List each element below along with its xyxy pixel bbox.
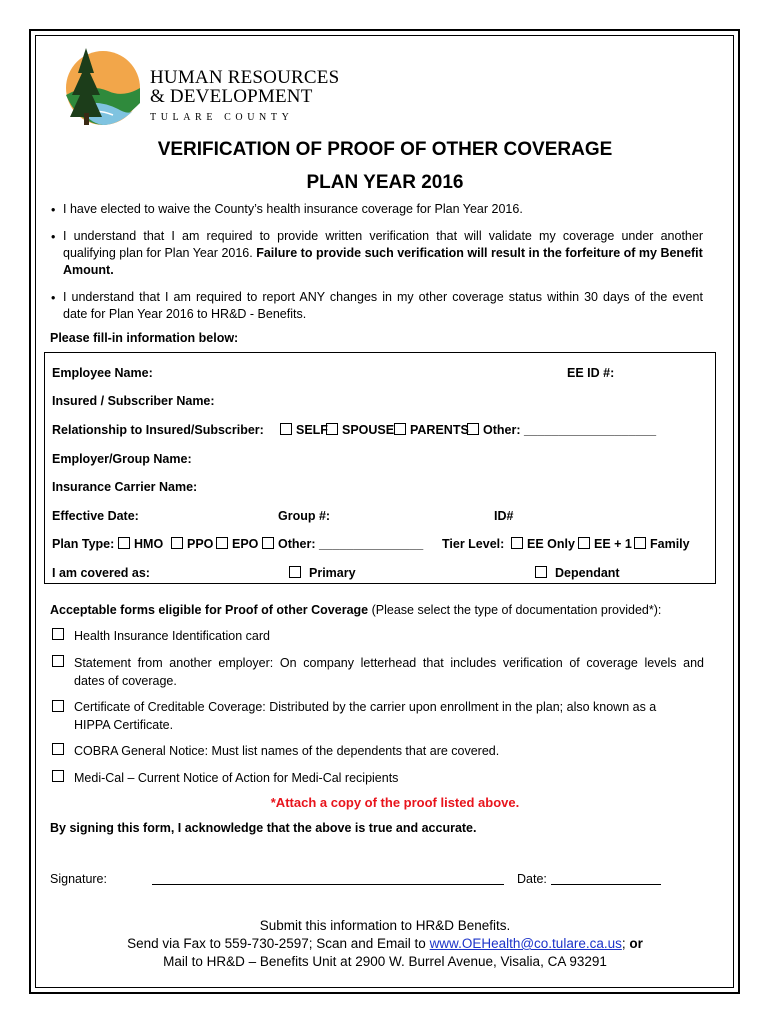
checkbox-icon (467, 423, 479, 435)
epo-label: EPO (232, 537, 259, 551)
signature-label: Signature: (50, 872, 107, 886)
checkbox-icon (634, 537, 646, 549)
signature-line[interactable] (152, 884, 504, 885)
doc-checkbox-2[interactable] (52, 655, 64, 667)
checkbox-icon (280, 423, 292, 435)
form-subtitle: PLAN YEAR 2016 (306, 172, 464, 193)
bullet-icon: • (51, 291, 56, 305)
org-name (150, 68, 339, 123)
tier-label: Tier Level: (442, 537, 505, 551)
checkbox-icon (535, 566, 547, 578)
doc-checkbox-1[interactable] (52, 628, 64, 640)
acceptable-note: (Please select the type of documentation provided*): (371, 603, 662, 617)
ee-plus-checkbox[interactable] (578, 537, 632, 551)
bullet-2-warning: Failure to provide such verification will result in the forfeiture of my Benefit (256, 246, 703, 260)
checkbox-icon (511, 537, 523, 549)
ppo-checkbox[interactable] (171, 537, 213, 551)
submit-line-1: Submit this information to HR&D Benefits. (259, 918, 511, 933)
checkbox-icon (262, 537, 274, 549)
acceptable-heading (50, 601, 661, 619)
attach-notice: *Attach a copy of the proof listed above. (270, 795, 520, 810)
submit-fax-text: Send via Fax to 559-730-2597; Scan and Email to (127, 936, 426, 951)
epo-checkbox[interactable] (216, 537, 258, 551)
bullet-2-text: qualifying plan for Plan Year 2016. (63, 246, 253, 260)
bullet-3-line-2: date for Plan Year 2016 to HR&D - Benefits. (63, 307, 307, 321)
bullet-2-line-3: Amount. (63, 263, 114, 277)
submit-line-3: Mail to HR&D – Benefits Unit at 2900 W. Burrel Avenue, Visalia, CA 93291 (163, 954, 607, 969)
family-checkbox[interactable] (634, 537, 690, 551)
bullet-2-line-2 (63, 244, 703, 262)
acceptable-heading-text: Acceptable forms eligible for Proof of other Coverage (50, 603, 369, 617)
plan-other-checkbox[interactable] (262, 537, 423, 551)
employee-name-label[interactable]: Employee Name: (52, 366, 153, 380)
bullet-1: I have elected to waive the County’s health insurance coverage for Plan Year 2016. (63, 202, 523, 216)
group-label[interactable]: Group #: (278, 509, 331, 523)
checkbox-icon (171, 537, 183, 549)
doc-checkbox-3[interactable] (52, 700, 64, 712)
covered-label: I am covered as: (52, 566, 150, 580)
date-line[interactable] (551, 884, 661, 885)
employer-label[interactable]: Employer/Group Name: (52, 452, 192, 466)
checkbox-icon (394, 423, 406, 435)
rel-spouse-checkbox[interactable] (326, 423, 394, 437)
fill-in-label: Please fill-in information below: (50, 331, 239, 345)
primary-label: Primary (309, 566, 356, 580)
rel-self-label: SELF (296, 423, 328, 437)
submit-separator: ; (621, 936, 626, 951)
checkbox-icon (216, 537, 228, 549)
doc-item-3-line-1: Certificate of Creditable Coverage: Distributed by the carrier upon enrollment in the plan; also known as a (74, 700, 657, 714)
ee-plus-label: EE + 1 (594, 537, 632, 551)
org-line-3: TULARE COUNTY (150, 112, 294, 123)
bullet-2-line-1: I understand that I am required to provide written verification that will validate my coverage under another (63, 229, 703, 243)
doc-item-1: Health Insurance Identification card (74, 629, 270, 643)
primary-checkbox[interactable] (289, 566, 356, 580)
doc-item-5: Medi-Cal – Current Notice of Action for Medi-Cal recipients (74, 771, 399, 785)
checkbox-icon (326, 423, 338, 435)
plan-type-label: Plan Type: (52, 537, 115, 551)
rel-parents-checkbox[interactable] (394, 423, 469, 437)
family-label: Family (650, 537, 690, 551)
submit-line-2 (0, 935, 770, 953)
bullet-3-line-1: I understand that I am required to report ANY changes in my other coverage status within 30 days of the event (63, 290, 703, 304)
rel-other-checkbox[interactable] (467, 423, 656, 437)
insured-name-label[interactable]: Insured / Subscriber Name: (52, 394, 215, 408)
acknowledge-text: By signing this form, I acknowledge that the above is true and accurate. (50, 821, 477, 835)
dependant-label: Dependant (555, 566, 620, 580)
doc-checkbox-5[interactable] (52, 770, 64, 782)
doc-item-3-line-2: HIPPA Certificate. (74, 718, 174, 732)
doc-item-4: COBRA General Notice: Must list names of the dependents that are covered. (74, 744, 500, 758)
bullet-icon: • (51, 203, 56, 217)
doc-item-2-line-2: dates of coverage. (74, 674, 177, 688)
effective-date-label[interactable]: Effective Date: (52, 509, 139, 523)
ee-only-label: EE Only (527, 537, 575, 551)
ppo-label: PPO (187, 537, 214, 551)
id-label[interactable]: ID# (494, 509, 514, 523)
ee-id-label[interactable]: EE ID #: (567, 366, 615, 380)
email-link[interactable]: www.OEHealth@co.tulare.ca.us (429, 936, 622, 951)
hmo-label: HMO (134, 537, 164, 551)
form-title: VERIFICATION OF PROOF OF OTHER COVERAGE (157, 139, 613, 160)
doc-checkbox-4[interactable] (52, 743, 64, 755)
rel-parents-label: PARENTS (410, 423, 469, 437)
rel-self-checkbox[interactable] (280, 423, 328, 437)
org-line-1: HUMAN RESOURCES (150, 67, 340, 88)
bullet-icon: • (51, 230, 56, 244)
carrier-label[interactable]: Insurance Carrier Name: (52, 480, 198, 494)
rel-spouse-label: SPOUSE (342, 423, 395, 437)
rel-other-label: Other: ___________________ (483, 423, 657, 437)
relationship-label: Relationship to Insured/Subscriber: (52, 423, 264, 437)
submit-or: or (629, 936, 643, 951)
date-label: Date: (517, 872, 547, 886)
hmo-checkbox[interactable] (118, 537, 163, 551)
checkbox-icon (578, 537, 590, 549)
doc-item-2-line-1: Statement from another employer: On company letterhead that includes verification of coverage levels and (74, 656, 704, 670)
org-line-2: & DEVELOPMENT (150, 86, 313, 107)
checkbox-icon (118, 537, 130, 549)
dependant-checkbox[interactable] (535, 566, 620, 580)
ee-only-checkbox[interactable] (511, 537, 575, 551)
plan-other-label: Other: _______________ (278, 537, 424, 551)
checkbox-icon (289, 566, 301, 578)
